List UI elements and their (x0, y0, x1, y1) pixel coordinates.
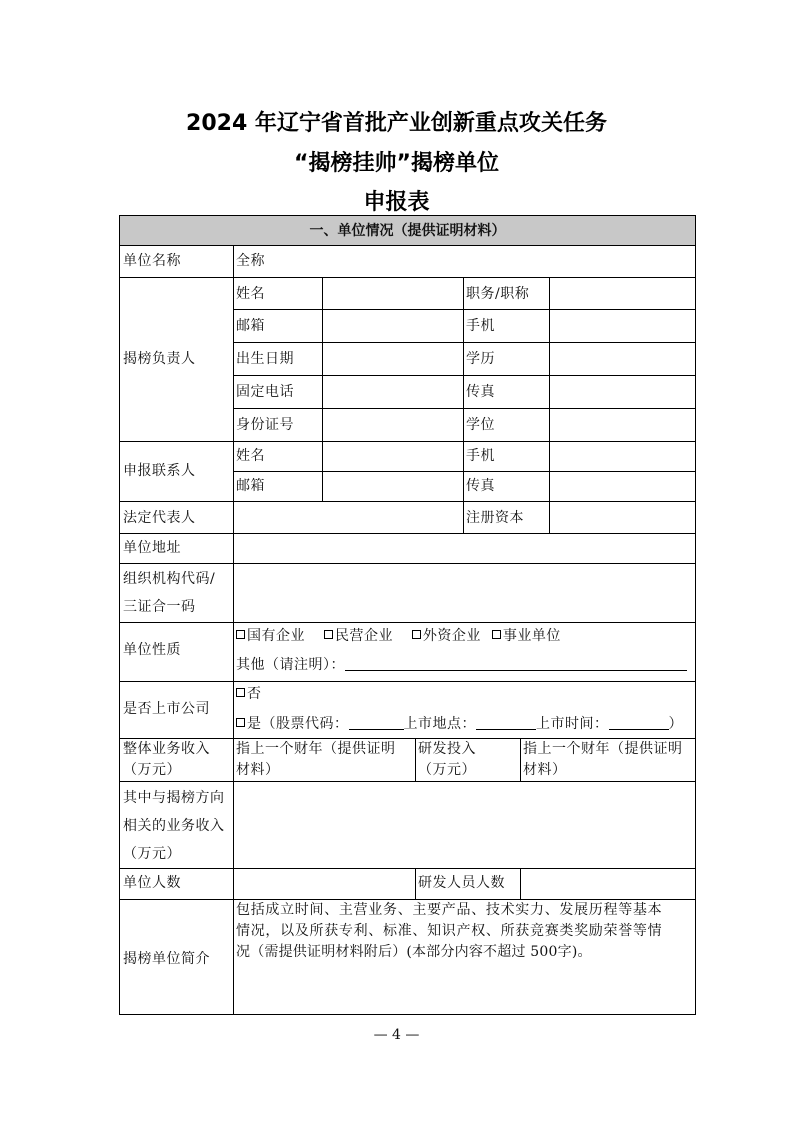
listed-option-yes[interactable]: 是（股票代码： 上市地点： 上市时间： ） (236, 714, 683, 734)
row-line (120, 441, 695, 442)
nature-option-private[interactable]: 民营企业 (324, 628, 393, 644)
intro-desc-line2: 情况，以及所获专利、标准、知识产权、所获竞赛类奖励荣誉等情 (236, 923, 663, 939)
related-revenue-line2: 相关的业务收入 (123, 818, 225, 834)
row-line (233, 375, 695, 376)
row-line (120, 868, 695, 869)
leader-phone-label: 固定电话 (236, 384, 294, 400)
row-line (233, 408, 695, 409)
nature-other: 其他（请注明）： (236, 655, 687, 675)
intro-desc-line3: 况（需提供证明材料附后）(本部分内容不超过 500字)。 (236, 944, 592, 960)
leader-degree-label: 学位 (466, 417, 495, 433)
capital-label: 注册资本 (466, 510, 524, 526)
leader-name-label: 姓名 (236, 286, 265, 302)
leader-fax-label: 传真 (466, 384, 495, 400)
document-title-line3: 申报表 (363, 190, 430, 215)
intro-label: 揭榜单位简介 (123, 951, 210, 967)
contact-fax-label: 传真 (466, 478, 495, 494)
column-line (520, 738, 521, 781)
listing-time-blank[interactable] (609, 729, 669, 730)
checkbox-icon (324, 630, 333, 639)
checkbox-icon (236, 630, 245, 639)
checkbox-icon (412, 630, 421, 639)
column-line (520, 868, 521, 899)
column-line (549, 277, 550, 533)
legal-rep-label: 法定代表人 (123, 510, 196, 526)
document-title-line1: 2024 年辽宁省首批产业创新重点攻关任务 (186, 111, 607, 136)
related-revenue-line3: （万元） (123, 846, 181, 862)
section-header: 一、单位情况（提供证明材料） (120, 216, 695, 246)
row-line (120, 501, 695, 502)
page-number: — 4 — (373, 1027, 420, 1043)
revenue-note1-line1: 指上一个财年（提供证明 (236, 741, 396, 757)
leader-birth-label: 出生日期 (236, 351, 294, 367)
row-line (233, 309, 695, 310)
column-line (463, 277, 464, 533)
nature-options (236, 626, 561, 646)
revenue-note2-line1: 指上一个财年（提供证明 (523, 741, 683, 757)
row-line (120, 533, 695, 534)
revenue-label-line1: 整体业务收入 (123, 741, 210, 757)
leader-email-label: 邮箱 (236, 318, 265, 334)
rd-invest-label-line2: （万元） (418, 762, 476, 778)
contact-label: 申报联系人 (123, 463, 196, 479)
stock-code-blank[interactable] (349, 729, 404, 730)
leader-label: 揭榜负责人 (123, 351, 196, 367)
checkbox-icon (236, 688, 245, 697)
unit-name-field[interactable]: 全称 (236, 253, 265, 269)
intro-desc-line1: 包括成立时间、主营业务、主要产品、技术实力、发展历程等基本 (236, 902, 663, 918)
document-title-line2: “揭榜挂帅”揭榜单位 (294, 151, 499, 176)
row-line (120, 622, 695, 623)
column-line (322, 277, 323, 502)
column-line (415, 868, 416, 899)
rd-invest-label-line1: 研发投入 (418, 741, 476, 757)
row-line (120, 681, 695, 682)
column-line (415, 738, 416, 781)
listed-option-no[interactable]: 否 (236, 684, 262, 704)
row-line (120, 781, 695, 782)
nature-option-foreign[interactable]: 外资企业 (412, 628, 481, 644)
leader-education-label: 学历 (466, 351, 495, 367)
rd-staff-label: 研发人员人数 (418, 875, 505, 891)
checkbox-icon (492, 630, 501, 639)
row-line (120, 245, 695, 246)
nature-option-state[interactable]: 国有企业 (236, 628, 305, 644)
nature-label: 单位性质 (123, 642, 181, 658)
leader-title-label: 职务/职称 (466, 286, 530, 302)
listing-place-blank[interactable] (476, 729, 536, 730)
revenue-note1-line2: 材料） (236, 762, 280, 778)
unit-name-label: 单位名称 (123, 253, 181, 269)
row-line (233, 342, 695, 343)
row-line (233, 471, 695, 472)
contact-mobile-label: 手机 (466, 448, 495, 464)
leader-mobile-label: 手机 (466, 318, 495, 334)
listed-label: 是否上市公司 (123, 701, 210, 717)
nature-option-institution[interactable]: 事业单位 (492, 628, 561, 644)
org-code-label-line1: 组织机构代码/ (123, 571, 216, 587)
staff-count-label: 单位人数 (123, 875, 181, 891)
address-label: 单位地址 (123, 540, 181, 556)
org-code-label-line2: 三证合一码 (123, 599, 196, 615)
row-line (120, 277, 695, 278)
leader-id-label: 身份证号 (236, 417, 294, 433)
contact-name-label: 姓名 (236, 448, 265, 464)
checkbox-icon (236, 718, 245, 727)
contact-email-label: 邮箱 (236, 478, 265, 494)
column-line (233, 245, 234, 1014)
related-revenue-line1: 其中与揭榜方向 (123, 790, 225, 806)
revenue-note2-line2: 材料） (523, 762, 567, 778)
application-form-table (119, 215, 696, 1015)
nature-other-blank[interactable] (345, 670, 687, 671)
revenue-label-line2: （万元） (123, 762, 181, 778)
row-line (120, 563, 695, 564)
